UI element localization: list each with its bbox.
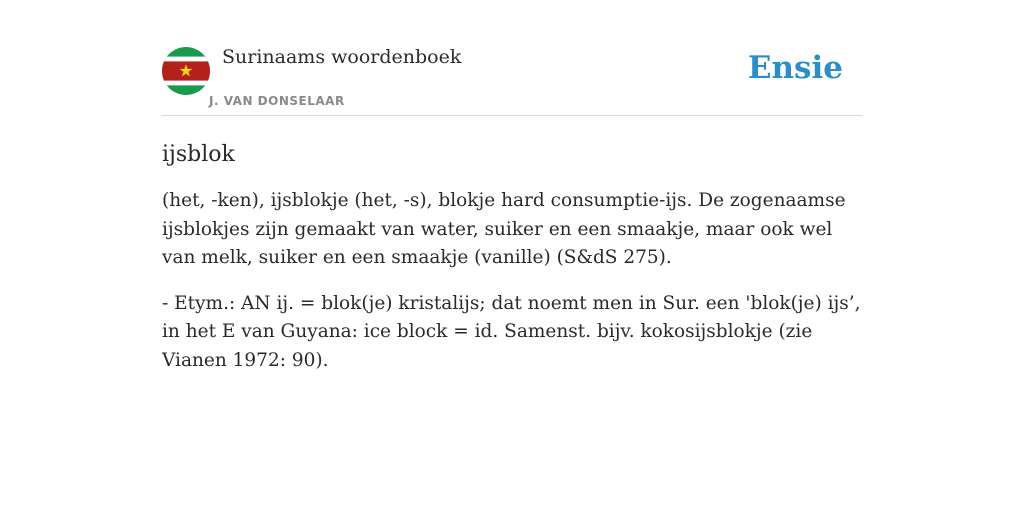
dictionary-header xyxy=(162,0,862,116)
dictionary-author: J. VAN DONSELAAR xyxy=(209,94,345,108)
ensie-logo-link[interactable]: Ensie xyxy=(747,50,843,86)
entry-etymology: - Etym.: AN ij. = blok(je) kristalijs; dat noemt men in Sur. een 'blok(je) ijs’, in het E van Guyana: ice block = id. Samenst. bijv. kokosijsblokje (zie Vianen 1972: 90). xyxy=(162,292,861,371)
dictionary-title[interactable]: Surinaams woordenboek xyxy=(222,46,462,68)
suriname-flag-icon[interactable] xyxy=(162,47,210,95)
entry-headword: ijsblok xyxy=(162,142,235,167)
page-container xyxy=(162,0,862,375)
entry-definition: (het, -ken), ijsblokje (het, -s), blokje hard consumptie-ijs. De zogenaamse ijsblokjes zijn gemaakt van water, suiker en een smaakje, maar ook wel van melk, suiker en een smaakje (vanille) (S&dS 275). xyxy=(162,190,846,268)
